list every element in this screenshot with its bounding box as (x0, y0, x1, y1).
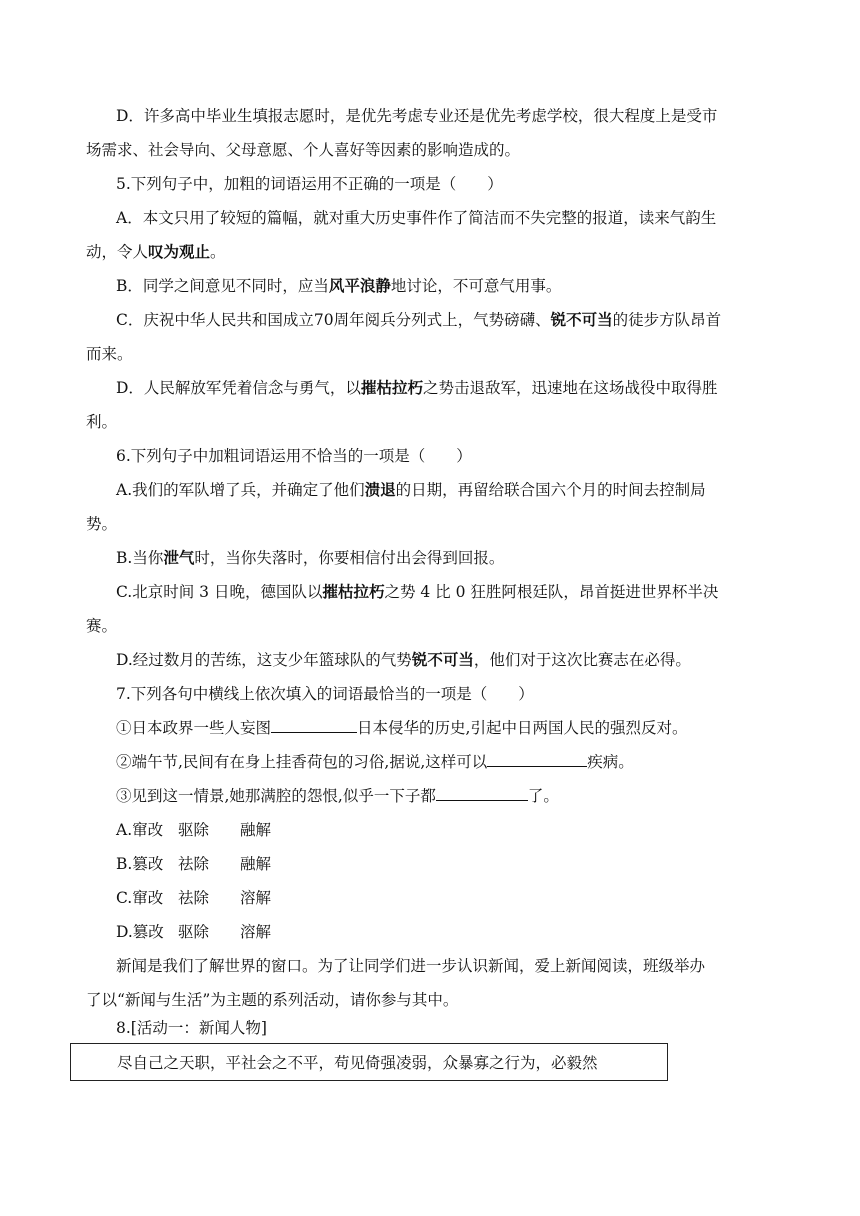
q6-option-c (116, 582, 816, 602)
q6-option-b (116, 548, 816, 568)
q5-option-d-cont: 利。 (86, 413, 118, 431)
fill-blank (436, 786, 528, 801)
option-d-text: D．许多高中毕业生填报志愿时，是优先考虑专业还是优先考虑学校，很大程度上是受市 (116, 107, 718, 125)
bold-term: 风平浪静 (328, 277, 391, 295)
text: ，他们对于这次比赛志在必得。 (473, 651, 691, 669)
q7-option-a (116, 820, 816, 840)
q7-option-d (116, 922, 816, 942)
option-word: B.篡改 (116, 855, 164, 873)
option-word: 驱除 (178, 821, 210, 839)
text: 了。 (527, 787, 559, 805)
bold-term: 摧枯拉朽 (360, 379, 423, 397)
text: 的日期，再留给联合国六个月的时间去控制局 (395, 481, 706, 499)
question-7-stem: 7.下列各句中横线上依次填入的词语最恰当的一项是（ ） (116, 685, 534, 703)
option-word: A.窜改 (116, 821, 164, 839)
option-word: 驱除 (178, 923, 210, 941)
text: C.北京时间 3 日晚，德国队以 (116, 583, 323, 601)
question-6-stem: 6.下列句子中加粗词语运用不恰当的一项是（ ） (116, 447, 472, 465)
q5-option-c (116, 310, 816, 330)
text: 地讨论，不可意气用事。 (390, 277, 562, 295)
fill-blank (487, 752, 587, 767)
text: ②端午节,民间有在身上挂香荷包的习俗,据说,这样可以 (116, 753, 488, 771)
text: D.经过数月的苦练，这支少年篮球队的气势 (116, 651, 412, 669)
question-8-heading: 8.[活动一：新闻人物] (116, 1019, 267, 1037)
text: 时，当你失落时，你要相信付出会得到回报。 (194, 549, 505, 567)
option-word: 融解 (240, 821, 272, 839)
bold-term: 溃退 (364, 481, 396, 499)
option-word: 祛除 (178, 889, 210, 907)
q7-sentence-3 (116, 786, 816, 806)
option-word: 溶解 (240, 923, 272, 941)
intro-paragraph: 新闻是我们了解世界的窗口。为了让同学们进一步认识新闻，爱上新闻阅读，班级举办 (116, 957, 706, 975)
bold-term: 摧枯拉朽 (322, 583, 385, 601)
q5-option-b (116, 276, 816, 296)
q7-sentence-1 (116, 718, 816, 738)
fill-blank (271, 718, 357, 733)
quote-box (70, 1043, 668, 1081)
text: ①日本政界一些人妄图 (116, 719, 272, 737)
quote-text: 尽自己之天职，平社会之不平，苟见倚强凌弱，众暴寡之行为，必毅然 (117, 1054, 598, 1072)
q5-option-d (116, 378, 816, 398)
option-word: 溶解 (240, 889, 272, 907)
q6-option-c-cont: 赛。 (86, 617, 118, 635)
q6-option-d (116, 650, 816, 670)
option-d-text-cont: 场需求、社会导向、父母意愿、个人喜好等因素的影响造成的。 (86, 141, 521, 159)
q7-sentence-2 (116, 752, 816, 772)
text: 之势击退敌军，迅速地在这场战役中取得胜 (422, 379, 718, 397)
option-word: 祛除 (178, 855, 210, 873)
text: 的徒步方队昂首 (612, 311, 722, 329)
q7-option-b (116, 854, 816, 874)
text: D．人民解放军凭着信念与勇气，以 (116, 379, 361, 397)
text: 疾病。 (587, 753, 634, 771)
text: C．庆祝中华人民共和国成立70周年阅兵分列式上，气势磅礴、 (116, 311, 551, 329)
q6-option-a (116, 480, 816, 500)
q6-option-a-cont: 势。 (86, 515, 118, 533)
text: 。 (210, 243, 226, 261)
text: 日本侵华的历史,引起中日两国人民的强烈反对。 (357, 719, 688, 737)
question-5-stem: 5.下列句子中，加粗的词语运用不正确的一项是（ ） (116, 175, 503, 193)
q5-option-a-cont (86, 242, 786, 262)
q5-option-a: A．本文只用了较短的篇幅，就对重大历史事件作了简洁而不失完整的报道，读来气韵生 (116, 209, 717, 227)
text: 之势 4 比 0 狂胜阿根廷队，昂首挺进世界杯半决 (384, 583, 719, 601)
bold-term: 锐不可当 (550, 311, 613, 329)
text: A.我们的军队增了兵，并确定了他们 (116, 481, 365, 499)
bold-term: 锐不可当 (411, 651, 474, 669)
option-word: 融解 (240, 855, 272, 873)
option-word: C.窜改 (116, 889, 164, 907)
text: B．同学之间意见不同时，应当 (116, 277, 329, 295)
bold-term: 叹为观止 (148, 243, 211, 261)
q7-option-c (116, 888, 816, 908)
option-word: D.篡改 (116, 923, 164, 941)
intro-paragraph-cont: 了以“新闻与生活”为主题的系列活动，请你参与其中。 (86, 991, 459, 1009)
q5-option-c-cont: 而来。 (86, 345, 133, 363)
text: B.当你 (116, 549, 164, 567)
bold-term: 泄气 (163, 549, 195, 567)
text: ③见到这一情景,她那满腔的怨恨,似乎一下子都 (116, 787, 436, 805)
text: 动，令人 (86, 243, 149, 261)
